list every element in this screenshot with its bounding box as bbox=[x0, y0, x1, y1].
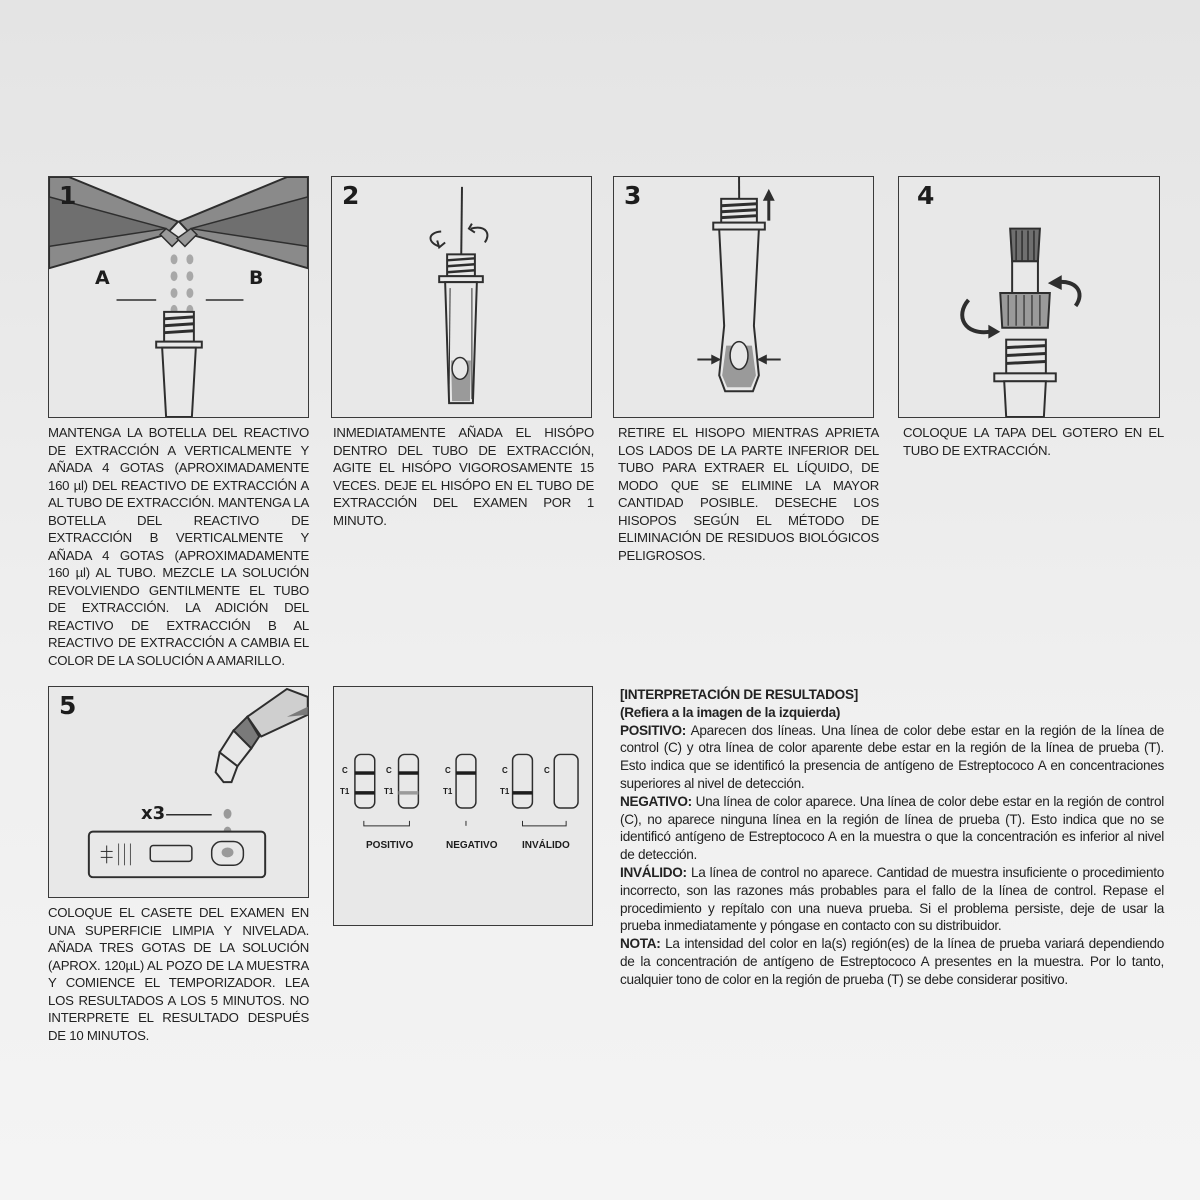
swab-in-tube-icon bbox=[332, 177, 591, 417]
label-b: B bbox=[249, 267, 264, 289]
note-text: La intensidad del color en la(s) región(es) de la línea de prueba variará dependiendo de la concentración de antígeno de Estreptococo A presentes en la muestra. Por lo tanto, cualquier tono de color en la región de prueba (T) se debe considerar positivo. bbox=[620, 936, 1164, 987]
step-5-illustration bbox=[48, 686, 309, 898]
step-3-text: RETIRE EL HISOPO MIENTRAS APRIETA LOS LADOS DE LA PARTE INFERIOR DEL TUBO PARA EXTRAER EL LÍQUIDO, DE MODO QUE SE ELIMINE LA MAYOR CANTIDAD POSIBLE. DESECHE LOS HISOPOS SEGÚN EL MÉTODO DE ELIMINACIÓN DE RESIDUOS BIOLÓGICOS PELIGROSOS. bbox=[618, 425, 879, 563]
step-4-illustration bbox=[898, 176, 1160, 418]
t-label-2: T1 bbox=[384, 787, 394, 796]
result-invalid-label: INVÁLIDO bbox=[522, 840, 570, 851]
positive-paragraph bbox=[620, 722, 1164, 793]
t-label-3: T1 bbox=[443, 787, 453, 796]
interpretation-subheading: (Refiera a la imagen de la izquierda) bbox=[620, 704, 841, 720]
c-label-1: C bbox=[342, 766, 348, 775]
invalid-paragraph bbox=[620, 864, 1164, 935]
step-5-number: 5 bbox=[59, 691, 77, 720]
step-3-illustration bbox=[613, 176, 874, 418]
positive-text: Aparecen dos líneas. Una línea de color debe estar en la región de la línea de control (C) y otra línea de color aparente debe estar en la región de la línea de prueba (T). Esto indica que se identificó la presencia de antígeno de Estreptococo A en concentraciones superiores al nivel de detección. bbox=[620, 722, 1164, 791]
label-a: A bbox=[95, 267, 110, 289]
negative-title: NEGATIVO: bbox=[620, 793, 692, 809]
reagent-bottles-icon bbox=[49, 177, 308, 417]
c-label-4: C bbox=[502, 766, 508, 775]
dropper-cap-icon bbox=[899, 177, 1159, 417]
step-5-text: COLOQUE EL CASETE DEL EXAMEN EN UNA SUPERFICIE LIMPIA Y NIVELADA. AÑADA TRES GOTAS DE LA SOLUCIÓN (APROX. 120µL) AL POZO DE LA MUESTRA Y COMIENCE EL TEMPORIZADOR. LEA LOS RESULTADOS A LOS 5 MINUTOS. NO INTERPRETE EL RESULTADO DESPUÉS DE 10 MINUTOS. bbox=[48, 905, 309, 1043]
drops-count-label: x3 bbox=[141, 803, 166, 824]
squeeze-tube-icon bbox=[614, 177, 873, 417]
note-title: NOTA: bbox=[620, 936, 661, 952]
step-3-number: 3 bbox=[624, 181, 642, 210]
result-strips-icon bbox=[334, 687, 592, 925]
result-positive-label: POSITIVO bbox=[366, 840, 414, 851]
step-4-text: COLOQUE LA TAPA DEL GOTERO EN EL TUBO DE EXTRACCIÓN. bbox=[903, 425, 1164, 458]
step-1-text: MANTENGA LA BOTELLA DEL REACTIVO DE EXTRACCIÓN A VERTICALMENTE Y AÑADA 4 GOTAS (APROXIMADAMENTE 160 µl) DEL REACTIVO DE EXTRACCIÓN A AL TUBO DE EXTRACCIÓN. MANTENGA LA BOTELLA DEL REACTIVO DE EXTRACCIÓN B VERTICALMENTE Y AÑADA 4 GOTAS (APROXIMADAMENTE 160 µl) AL TUBO. MEZCLE LA SOLUCIÓN REVOLVIENDO GENTILMENTE EL TUBO DE EXTRACCIÓN. LA ADICIÓN DEL REACTIVO DE EXTRACCIÓN B AL REACTIVO DE EXTRACCIÓN A CAMBIA EL COLOR DE LA SOLUCIÓN A AMARILLO. bbox=[48, 425, 309, 668]
c-label-5: C bbox=[544, 766, 550, 775]
t-label-1: T1 bbox=[340, 787, 350, 796]
invalid-title: INVÁLIDO: bbox=[620, 864, 687, 880]
results-interpretation bbox=[620, 686, 1164, 989]
step-2-number: 2 bbox=[342, 181, 360, 210]
step-1-illustration bbox=[48, 176, 309, 418]
positive-title: POSITIVO: bbox=[620, 722, 687, 738]
t-label-4: T1 bbox=[500, 787, 510, 796]
result-negative-label: NEGATIVO bbox=[446, 840, 498, 851]
step-4-number: 4 bbox=[917, 181, 935, 210]
results-diagram bbox=[333, 686, 593, 926]
test-cassette-icon bbox=[49, 687, 308, 897]
interpretation-heading: [INTERPRETACIÓN DE RESULTADOS] bbox=[620, 687, 858, 702]
step-1-number: 1 bbox=[59, 181, 77, 210]
negative-paragraph bbox=[620, 793, 1164, 864]
step-2-text: INMEDIATAMENTE AÑADA EL HISÓPO DENTRO DEL TUBO DE EXTRACCIÓN, AGITE EL HISÓPO VIGOROSAMENTE 15 VECES. DEJE EL HISÓPO EN EL TUBO DE EXTRACCIÓN DEL EXAMEN POR 1 MINUTO. bbox=[333, 425, 594, 528]
note-paragraph bbox=[620, 935, 1164, 988]
c-label-3: C bbox=[445, 766, 451, 775]
invalid-text: La línea de control no aparece. Cantidad de muestra insuficiente o procedimiento incorrecto, son las razones más probables para el fallo de la línea de control. Repase el procedimiento y repítalo con una nueva prueba. Si el problema persiste, deje de usar la prueba inmediatamente y póngase en contacto con su distribuidor. bbox=[620, 864, 1164, 934]
step-2-illustration bbox=[331, 176, 592, 418]
negative-text: Una línea de color aparece. Una línea de color debe estar en la región de control (C), no aparece ninguna línea en la región de línea de prueba (T). Esto indica que no se identificó antígeno de Estreptococo A en la muestra o que la concentración es inferior al nivel de detección. bbox=[620, 793, 1164, 863]
c-label-2: C bbox=[386, 766, 392, 775]
